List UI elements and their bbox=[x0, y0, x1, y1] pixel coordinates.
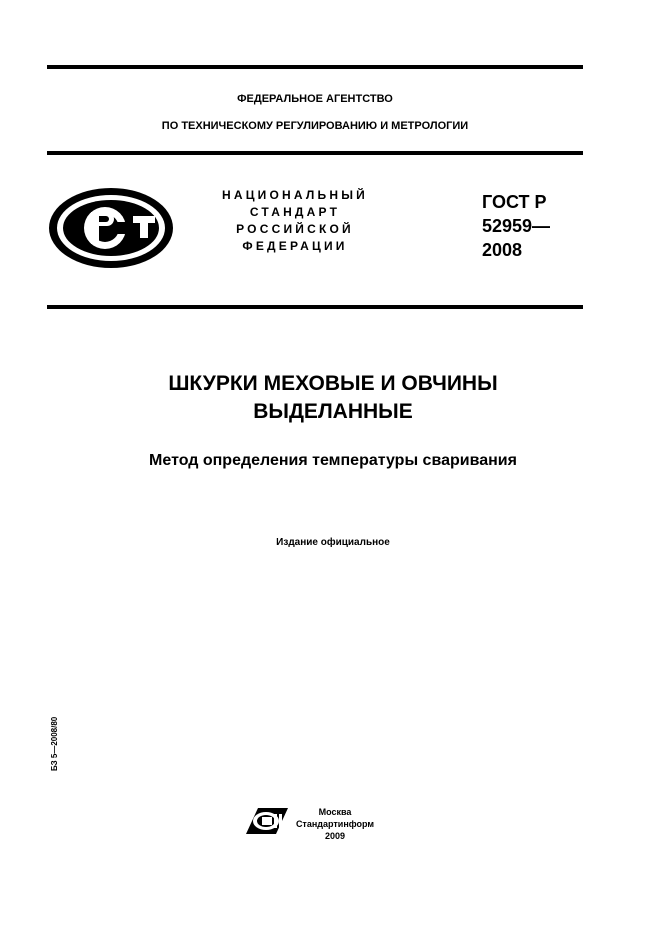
title-line-2: ВЫДЕЛАННЫЕ bbox=[253, 400, 413, 423]
publisher-year: 2009 bbox=[324, 831, 346, 841]
side-code: БЗ 5—2008/80 bbox=[50, 716, 59, 771]
natstd-line-2: СТАНДАРТ bbox=[249, 205, 341, 219]
natstd-line-3: РОССИЙСКОЙ bbox=[236, 222, 354, 236]
standard-code-line-1: ГОСТ Р bbox=[482, 192, 547, 212]
agency-line-2: ПО ТЕХНИЧЕСКОМУ РЕГУЛИРОВАНИЮ И МЕТРОЛОГИИ bbox=[161, 120, 469, 132]
standard-code-line-2: 52959— bbox=[482, 216, 551, 236]
publisher-logo-icon bbox=[244, 806, 290, 836]
standard-code bbox=[482, 190, 550, 262]
document-title bbox=[60, 370, 606, 426]
document-subtitle: Метод определения температуры сваривания bbox=[149, 452, 517, 469]
publisher-block bbox=[295, 806, 375, 842]
title-block-rule bbox=[47, 305, 583, 309]
agency-line-1: ФЕДЕРАЛЬНОЕ АГЕНТСТВО bbox=[237, 93, 393, 105]
standard-code-line-3: 2008 bbox=[482, 240, 523, 260]
edition-label: Издание официальное bbox=[276, 537, 390, 548]
national-standard-label bbox=[205, 187, 385, 255]
header-rule bbox=[47, 151, 583, 155]
publisher-city: Москва bbox=[318, 807, 352, 817]
natstd-line-1: НАЦИОНАЛЬНЫЙ bbox=[221, 188, 369, 202]
top-rule bbox=[47, 65, 583, 69]
natstd-line-4: ФЕДЕРАЦИИ bbox=[242, 239, 348, 253]
title-line-1: ШКУРКИ МЕХОВЫЕ И ОВЧИНЫ bbox=[168, 372, 498, 395]
publisher-name: Стандартинформ bbox=[295, 819, 375, 829]
rst-logo-icon bbox=[47, 186, 175, 270]
